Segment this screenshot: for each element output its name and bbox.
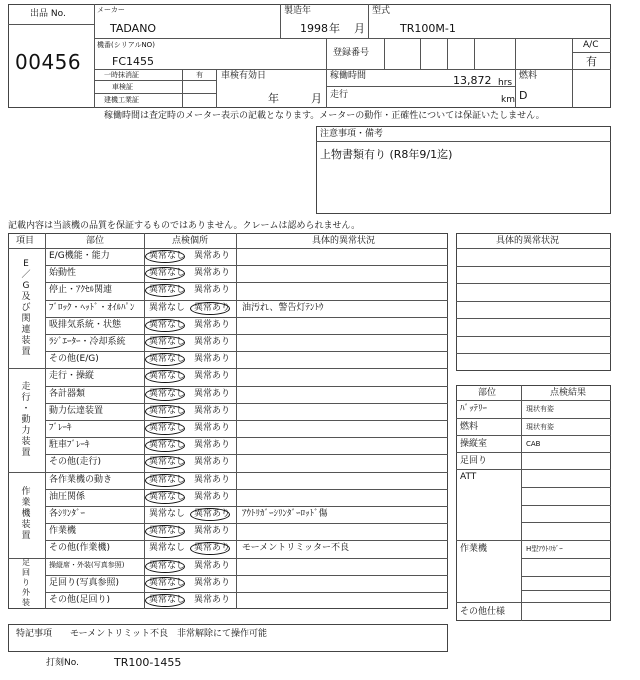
row-ok-option: 異常なし: [149, 337, 186, 347]
row-ok-option: 異常なし: [149, 354, 186, 365]
row-ng-option: 異常あり: [194, 268, 231, 279]
row-ok-option: 異常なし: [149, 474, 186, 485]
row-ng-option: 異常あり: [194, 319, 231, 330]
notes-box: [316, 126, 611, 214]
serial-value: FC1455: [112, 55, 155, 68]
row-ok-option: 異常なし: [149, 371, 186, 382]
row-part: ﾌﾞﾛｯｸ・ﾍｯﾄﾞ・ｵｲﾙﾊﾟﾝ: [49, 302, 135, 313]
maker-value: TADANO: [110, 22, 157, 35]
row-ok-option: 異常なし: [149, 457, 186, 468]
row-ok-option: 異常なし: [149, 423, 186, 433]
hours-label: 稼働時間: [330, 71, 367, 81]
row-ng-option: 異常あり: [194, 491, 231, 502]
results-header-part: 部位: [478, 388, 497, 398]
lot-label: 出品 No.: [30, 9, 66, 19]
row-part: その他(走行): [49, 457, 102, 468]
row-ng-option: 異常あり: [194, 388, 231, 399]
selection-circle: [145, 388, 185, 401]
row-ng-option: 異常あり: [194, 251, 231, 261]
fuel-result-value: 現状有姿: [526, 423, 554, 431]
row-ok-option: 異常なし: [149, 268, 186, 279]
construction-label: 建機工業証: [104, 96, 139, 104]
temp-label: 一時抹消証: [104, 71, 139, 79]
results-header-result: 点検結果: [550, 388, 587, 398]
selection-circle: [145, 405, 185, 418]
selection-circle: [145, 336, 185, 349]
row-part: 走行・操縦: [49, 371, 95, 382]
row-ok-option: 異常なし: [149, 251, 186, 261]
stamp-label: 打刻No.: [46, 658, 79, 668]
year-label: 製造年: [284, 6, 312, 16]
row-detail: 油汚れ、警告灯ﾃﾝﾄｳ: [242, 302, 324, 313]
row-part: 駐車ﾌﾞﾚｰｷ: [49, 440, 90, 451]
selection-circle: [145, 474, 185, 487]
hours-unit: hrs: [498, 78, 513, 88]
shaken-label: 車検証: [112, 83, 133, 91]
row-part: ﾗｼﾞｴｰﾀｰ・冷却系統: [49, 337, 126, 347]
legs-label: 足回り: [460, 456, 488, 466]
hours-value: 13,872: [453, 74, 492, 87]
selection-circle: [190, 508, 230, 521]
row-ng-option: 異常あり: [194, 371, 231, 382]
row-part: 操縦席・外装(写真参照): [49, 560, 125, 569]
att-label: ATT: [460, 472, 477, 482]
selection-circle: [145, 577, 185, 590]
header-check: 点検個所: [172, 236, 209, 246]
row-part: 吸排気系統・状態: [49, 319, 122, 330]
work-value: H型ｱｳﾄﾘｶﾞｰ: [526, 545, 563, 553]
special-label: 特記事項: [16, 629, 53, 639]
mileage-label: 走行: [330, 90, 349, 100]
section-label: 作 業 機 装 置: [21, 487, 31, 542]
row-ng-option: 異常あり: [194, 526, 231, 537]
fuel-result-label: 燃料: [460, 422, 479, 432]
battery-label: ﾊﾞｯﾃﾘｰ: [460, 404, 488, 414]
row-ok-option: 異常なし: [149, 526, 186, 537]
hours-disclaimer: 稼働時間は査定時のメーター表示の記載となります。メーターの動作・正確性については保証いたしません。: [104, 111, 545, 121]
row-detail: モーメントリミッター不良: [242, 543, 350, 554]
header-detail: 具体的異常状況: [312, 236, 376, 246]
row-part: 作業機: [49, 526, 77, 537]
insp-year-unit: 年: [268, 92, 279, 105]
row-ok-option: 異常なし: [149, 440, 186, 451]
row-part: 各ｼﾘﾝﾀﾞｰ: [49, 509, 86, 519]
quality-disclaimer: 記載内容は当該機の品質を保証するものではありません。クレームは認められません。: [8, 221, 361, 231]
other-spec-label: その他仕様: [460, 607, 506, 617]
ac-value: 有: [586, 55, 597, 68]
section-label: 走 行 ・ 動 力 装 置: [21, 381, 31, 458]
lot-number: 00456: [15, 50, 82, 74]
header-item: 項目: [16, 236, 35, 246]
year-unit: 年: [329, 22, 340, 35]
stamp-value: TR100-1455: [114, 656, 182, 669]
model-label: 型式: [372, 6, 391, 16]
results-table: [456, 385, 611, 621]
row-part: 始動性: [49, 268, 77, 279]
row-ng-option: 異常あり: [194, 354, 231, 365]
row-detail: ｱｳﾄﾘｶﾞｰｼﾘﾝﾀﾞｰﾛｯﾄﾞ傷: [242, 509, 328, 519]
row-ok-option: 異常なし: [149, 285, 186, 296]
insp-month-unit: 月: [311, 92, 322, 105]
section-label: E ／ G 及 び 関 連 装 置: [21, 258, 31, 357]
selection-circle: [190, 302, 230, 315]
row-ng-option: 異常あり: [194, 457, 231, 468]
row-ng-option: 異常あり: [194, 285, 231, 296]
row-ok-option: 異常なし: [149, 577, 186, 588]
row-ng-option: 異常あり: [194, 405, 231, 416]
serial-label: 機番(シリアルNO): [97, 41, 155, 49]
row-ng-option: 異常あり: [194, 577, 231, 588]
row-part: 各計器類: [49, 388, 86, 399]
model-value: TR100M-1: [400, 22, 456, 35]
row-ng-option: 異常あり: [194, 440, 231, 451]
selection-circle: [145, 319, 185, 332]
row-part: 足回り(写真参照): [49, 577, 120, 588]
row-ng-option: 異常あり: [194, 560, 231, 571]
cab-label: 操縦室: [460, 439, 488, 449]
section-label: 足 回 り 外 装: [22, 558, 30, 608]
row-ok-option: 異常なし: [149, 543, 186, 554]
row-ng-option: 異常あり: [194, 474, 231, 485]
row-ng-option: 異常あり: [194, 337, 231, 347]
row-ok-option: 異常なし: [149, 491, 186, 502]
selection-circle: [145, 250, 185, 263]
inspection-label: 車検有効日: [221, 71, 267, 81]
row-ng-option: 異常あり: [194, 543, 231, 554]
row-ok-option: 異常なし: [149, 302, 186, 313]
notes-text: 上物書類有り (R8年9/1迄): [320, 148, 453, 161]
row-ok-option: 異常なし: [149, 388, 186, 399]
ac-label: A/C: [583, 40, 599, 50]
row-ok-option: 異常なし: [149, 595, 186, 605]
row-part: その他(作業機): [49, 543, 111, 554]
header-part: 部位: [86, 236, 105, 246]
row-ng-option: 異常あり: [194, 302, 231, 313]
row-ng-option: 異常あり: [194, 423, 231, 433]
row-part: 油圧関係: [49, 491, 86, 502]
row-ok-option: 異常なし: [149, 509, 186, 519]
selection-circle: [145, 422, 185, 435]
fuel-label: 燃料: [519, 71, 538, 81]
fuel-value: D: [519, 89, 528, 102]
row-ok-option: 異常なし: [149, 319, 186, 330]
row-ok-option: 異常なし: [149, 405, 186, 416]
special-text: モーメントリミット不良 非常解除にて操作可能: [70, 629, 268, 639]
year-value: 1998: [300, 22, 328, 35]
month-unit: 月: [354, 22, 365, 35]
row-part: ﾌﾞﾚｰｷ: [49, 423, 72, 433]
row-ng-option: 異常あり: [194, 509, 231, 519]
row-part: E/G機能・能力: [49, 251, 110, 261]
right-detail-box: [456, 233, 611, 371]
row-part: 各作業機の動き: [49, 474, 113, 485]
work-label: 作業機: [460, 544, 488, 554]
notes-label: 注意事項・備考: [320, 129, 384, 139]
maker-label: メーカー: [97, 6, 125, 14]
selection-circle: [145, 560, 185, 573]
row-part: 停止・ｱｸｾﾙ関連: [49, 285, 113, 296]
battery-value: 現状有姿: [526, 405, 554, 413]
right-detail-header: 具体的異常状況: [496, 236, 560, 246]
mileage-unit: km: [501, 95, 515, 105]
row-part: その他(足回り): [49, 595, 111, 605]
row-ok-option: 異常なし: [149, 560, 186, 571]
selection-circle: [145, 491, 185, 504]
cab-value: CAB: [526, 440, 541, 448]
reg-label: 登録番号: [333, 48, 370, 58]
row-part: 動力伝達装置: [49, 405, 104, 416]
row-ng-option: 異常あり: [194, 595, 231, 605]
row-part: その他(E/G): [49, 354, 99, 365]
temp-value: 有: [196, 71, 203, 79]
selection-circle: [145, 594, 185, 607]
